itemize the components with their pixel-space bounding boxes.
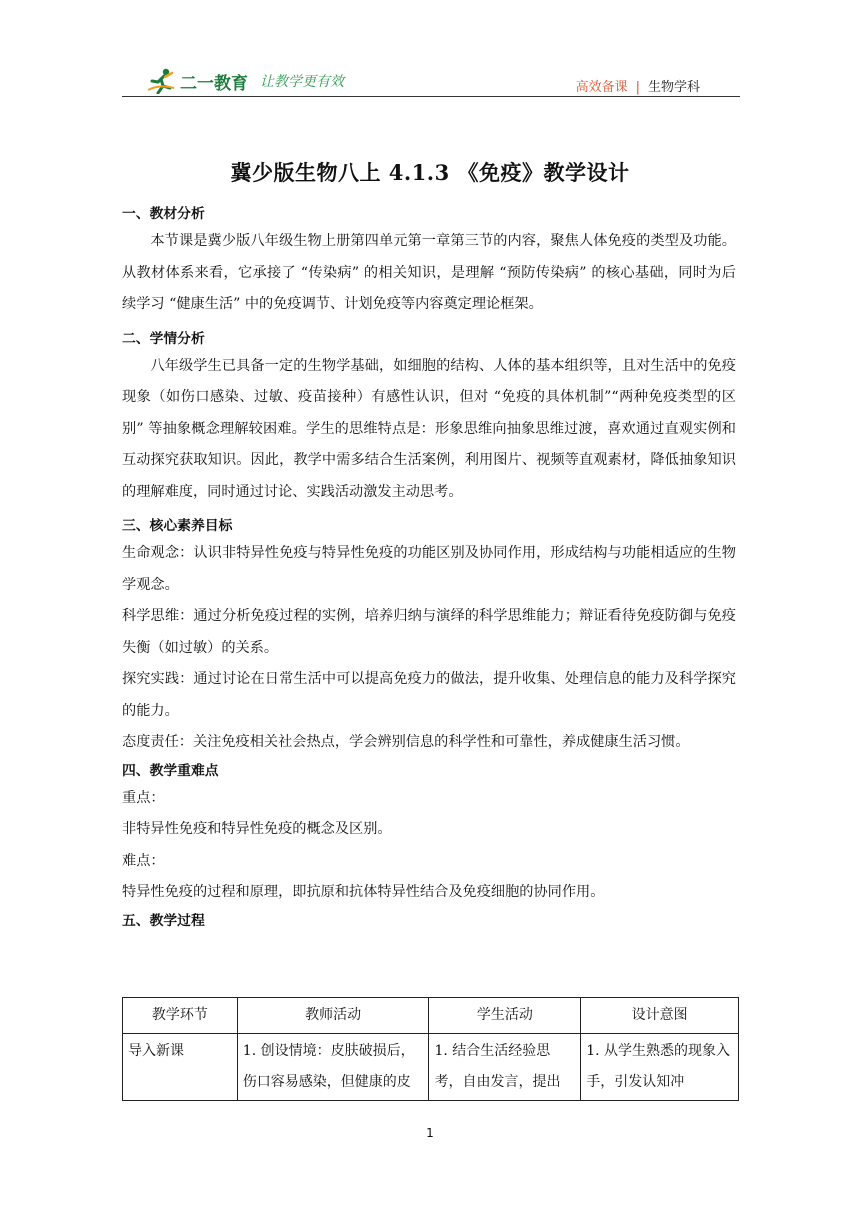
page-header [120, 64, 740, 98]
header-tag-efficient: 高效备课 [575, 80, 628, 95]
section-heading-4: 四、教学重难点 [122, 762, 219, 779]
brand-name: 二一教育 [180, 73, 248, 94]
table-header-cell: 教学环节 [123, 998, 238, 1034]
brand-slogan: 让教学更有效 [260, 74, 344, 90]
table-cell: 导入新课 [123, 1034, 238, 1101]
textbook-analysis-paragraph: 本节课是冀少版八年级生物上册第四单元第一章第三节的内容，聚焦人体免疫的类型及功能。从教材体系来看，它承接了 “传染病” 的相关知识，是理解 “预防传染病” 的核心基础，同时为后续学习 “健康生活” 中的免疫调节、计划免疫等内容奠定理论框架。 [122, 233, 736, 312]
difficulty-text: 特异性免疫的过程和原理，即抗原和抗体特异性结合及免疫细胞的协同作用。 [122, 884, 605, 900]
section-heading-2: 二、学情分析 [122, 330, 205, 347]
document-body [122, 202, 736, 933]
logo [146, 68, 344, 94]
header-separator: | [635, 80, 640, 95]
table-cell: 1. 结合生活经验思考，自由发言，提出 [429, 1034, 581, 1101]
section-heading-1: 一、教材分析 [122, 206, 205, 222]
table-header-row [123, 998, 739, 1034]
table-header-cell: 学生活动 [429, 998, 581, 1034]
table-header-cell: 设计意图 [581, 998, 739, 1034]
goal-item: 探究实践：通过讨论在日常生活中可以提高免疫力的做法，提升收集、处理信息的能力及科学探究的能力。 [122, 671, 736, 719]
header-divider [122, 96, 740, 97]
student-analysis-paragraph: 八年级学生已具备一定的生物学基础，如细胞的结构、人体的基本组织等，且对生活中的免疫现象（如伤口感染、过敏、疫苗接种）有感性认识，但对 “免疫的具体机制”“两种免疫类型的区别” 等抽象概念理解较困难。学生的思维特点是：形象思维向抽象思维过渡，喜欢通过直观实例和互动探究获取知识。因此，教学中需多结合生活案例，利用图片、视频等直观素材，降低抽象知识的理解难度，同时通过讨论、实践活动激发主动思考。 [122, 357, 736, 500]
key-point-label: 重点： [122, 789, 165, 806]
goal-item: 科学思维：通过分析免疫过程的实例，培养归纳与演绎的科学思维能力；辩证看待免疫防御与免疫失衡（如过敏）的关系。 [122, 608, 736, 656]
goal-item: 态度责任：关注免疫相关社会热点，学会辨别信息的科学性和可靠性，养成健康生活习惯。 [122, 734, 690, 750]
table-cell: 1. 创设情境：皮肤破损后，伤口容易感染，但健康的皮 [237, 1034, 429, 1101]
table-header-cell: 教师活动 [237, 998, 429, 1034]
goal-item: 生命观念：认识非特异性免疫与特异性免疫的功能区别及协同作用，形成结构与功能相适应的生物学观念。 [122, 545, 736, 593]
section-heading-5: 五、教学过程 [122, 912, 205, 929]
header-tag-subject: 生物学科 [647, 80, 700, 95]
header-tagline [576, 76, 700, 95]
running-figure-icon [146, 68, 176, 94]
table-row [123, 1034, 739, 1101]
document-title: 冀少版生物八上 4.1.3 《免疫》教学设计 [230, 160, 630, 185]
page-number: 1 [426, 1126, 434, 1140]
section-heading-3: 三、核心素养目标 [122, 518, 233, 534]
teaching-process-table [122, 997, 739, 1101]
difficulty-label: 难点： [122, 852, 165, 869]
table-cell: 1. 从学生熟悉的现象入手，引发认知冲 [581, 1034, 739, 1101]
key-point-text: 非特异性免疫和特异性免疫的概念及区别。 [122, 821, 392, 837]
